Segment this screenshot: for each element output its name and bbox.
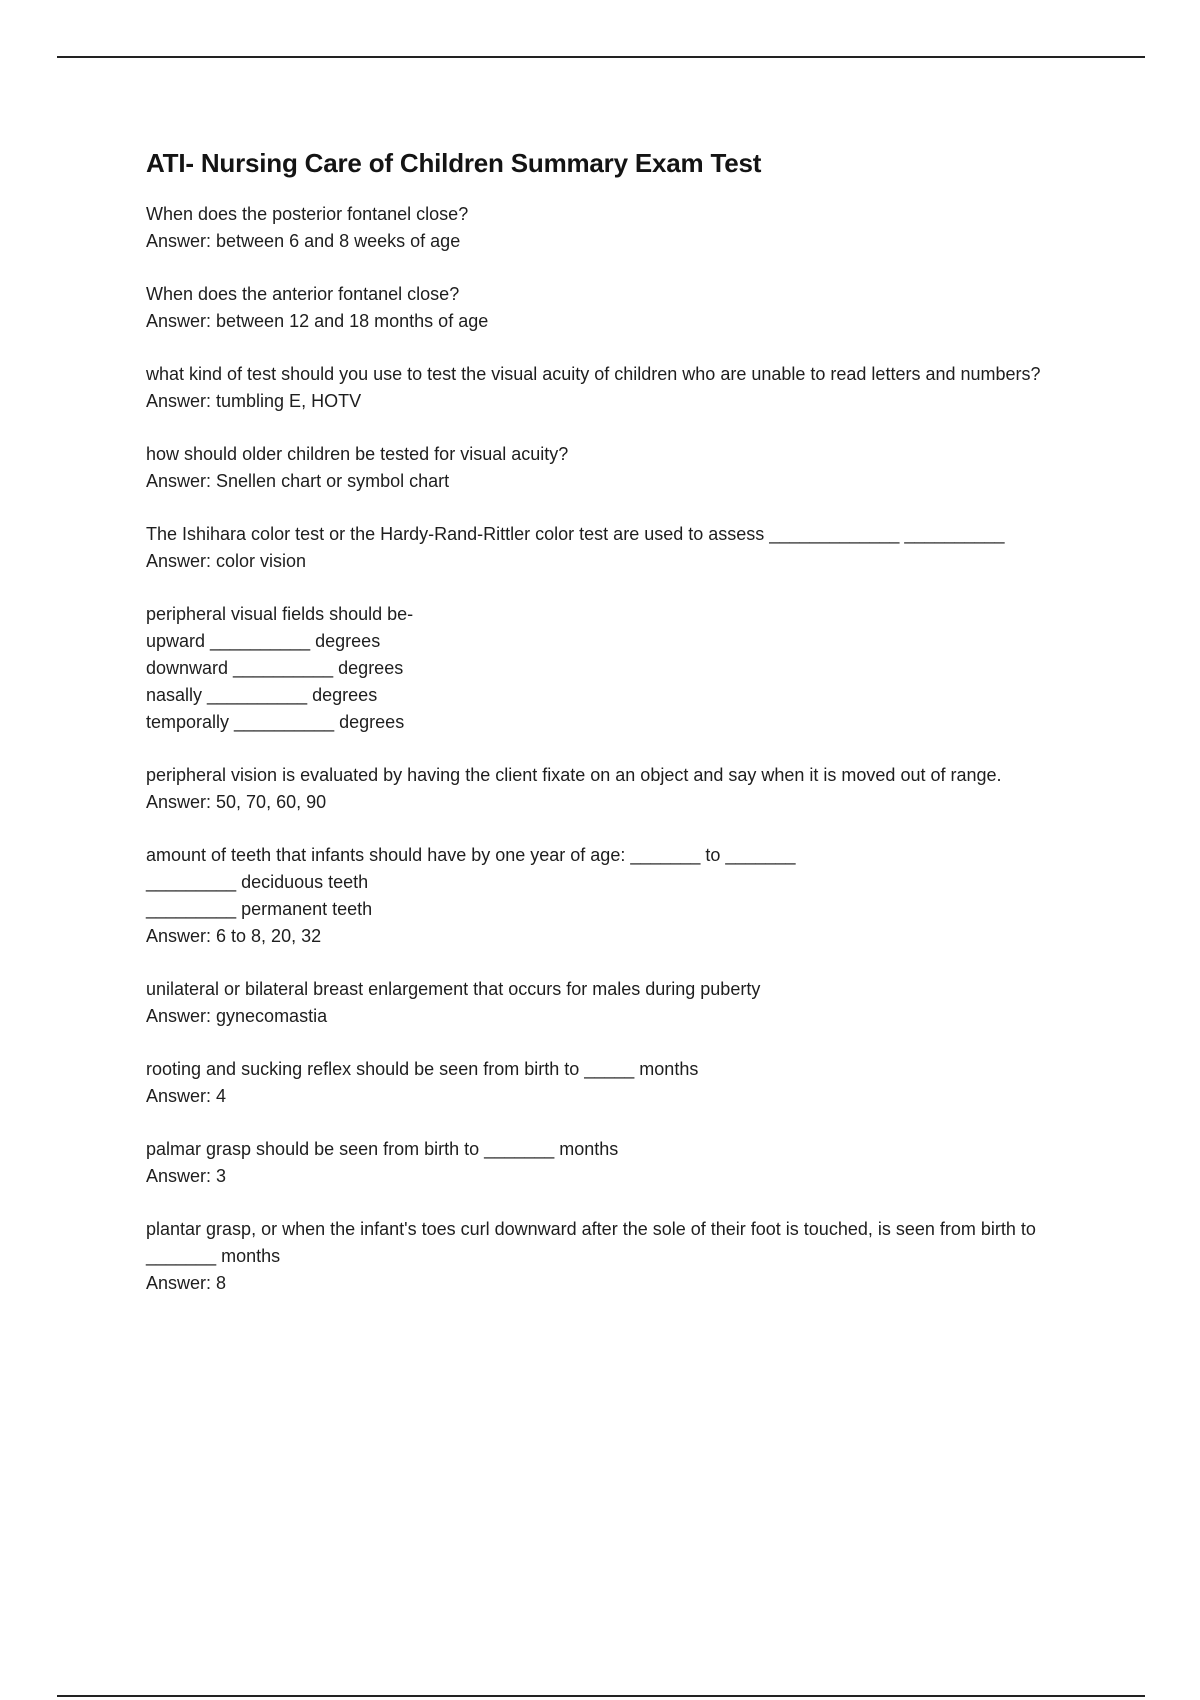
- answer-text: Answer: between 6 and 8 weeks of age: [146, 231, 461, 251]
- qa-item-3: [146, 361, 1086, 415]
- question-text: peripheral vision is evaluated by having the client fixate on an object and say when it is moved out of range.: [146, 765, 1002, 785]
- answer-text: Answer: between 12 and 18 months of age: [146, 311, 489, 331]
- question-text: plantar grasp, or when the infant's toes curl downward after the sole of their foot is touched, is seen from birth to _______ months: [146, 1219, 1041, 1266]
- answer-text: Answer: gynecomastia: [146, 1006, 328, 1026]
- question-text: nasally __________ degrees: [146, 685, 378, 705]
- qa-item-2: [146, 281, 1086, 335]
- answer-text: Answer: 50, 70, 60, 90: [146, 792, 327, 812]
- qa-item-7: [146, 762, 1086, 816]
- question-text: _________ deciduous teeth: [146, 872, 369, 892]
- qa-item-9: [146, 976, 1086, 1030]
- qa-item-5: [146, 521, 1086, 575]
- top-rule: [57, 56, 1145, 58]
- answer-text: Answer: Snellen chart or symbol chart: [146, 471, 450, 491]
- question-text: When does the posterior fontanel close?: [146, 204, 469, 224]
- question-text: amount of teeth that infants should have by one year of age: _______ to _______: [146, 845, 796, 865]
- answer-text: Answer: tumbling E, HOTV: [146, 391, 362, 411]
- question-text: downward __________ degrees: [146, 658, 404, 678]
- question-text: what kind of test should you use to test the visual acuity of children who are unable to read letters and numbers?: [146, 364, 1041, 384]
- question-text: When does the anterior fontanel close?: [146, 284, 460, 304]
- answer-text: Answer: 3: [146, 1166, 227, 1186]
- question-text: palmar grasp should be seen from birth to _______ months: [146, 1139, 619, 1159]
- question-text: how should older children be tested for visual acuity?: [146, 444, 569, 464]
- document-body: [146, 148, 1086, 1323]
- question-text: rooting and sucking reflex should be seen from birth to _____ months: [146, 1059, 699, 1079]
- question-text: _________ permanent teeth: [146, 899, 373, 919]
- answer-text: Answer: 6 to 8, 20, 32: [146, 926, 322, 946]
- question-text: unilateral or bilateral breast enlargement that occurs for males during puberty: [146, 979, 761, 999]
- answer-text: Answer: color vision: [146, 551, 307, 571]
- question-text: temporally __________ degrees: [146, 712, 405, 732]
- qa-item-1: [146, 201, 1086, 255]
- answer-text: Answer: 8: [146, 1273, 227, 1293]
- qa-item-8: [146, 842, 1086, 950]
- question-text: peripheral visual fields should be-: [146, 604, 414, 624]
- qa-item-10: [146, 1056, 1086, 1110]
- question-text: upward __________ degrees: [146, 631, 381, 651]
- answer-text: Answer: 4: [146, 1086, 227, 1106]
- question-text: The Ishihara color test or the Hardy-Rand-Rittler color test are used to assess _____________ __________: [146, 524, 1005, 544]
- document-title: ATI- Nursing Care of Children Summary Exam Test: [146, 148, 762, 178]
- qa-item-11: [146, 1136, 1086, 1190]
- qa-item-6: [146, 601, 1086, 736]
- bottom-rule: [57, 1695, 1145, 1697]
- qa-item-12: [146, 1216, 1086, 1297]
- qa-item-4: [146, 441, 1086, 495]
